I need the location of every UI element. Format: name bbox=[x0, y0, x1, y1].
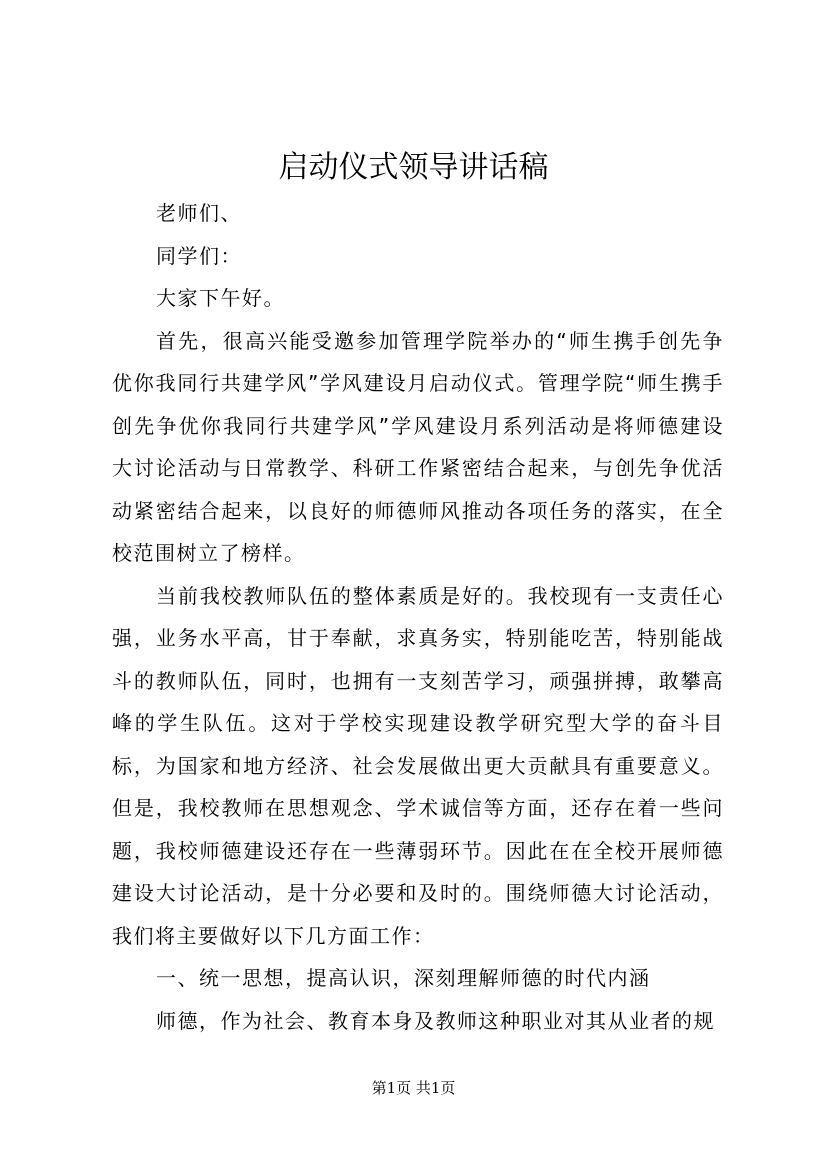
salutation-teachers: 老师们、 bbox=[156, 201, 242, 225]
body-paragraph: 师德，作为社会、教育本身及教师这种职业对其从业者的规 bbox=[156, 1008, 715, 1033]
document-title: 启动仪式领导讲话稿 bbox=[278, 150, 549, 185]
salutation-students: 同学们： bbox=[156, 243, 242, 268]
body-paragraph: 当前我校教师队伍的整体素质是好的。我校现有一支责任心强，业务水平高，甘于奉献，求真务实，特别能吃苦，特别能战斗的教师队伍，同时，也拥有一支刻苦学习，顽强拼搏，敢攀高峰的学生队伍。这对于学校实现建设教学研究型大学的奋斗目标，为国家和地方经济、社会发展做出更大贡献具有重要意义。但是，我校教师在思想观念、学术诚信等方面，还存在着一些问题，我校师德建设还存在一些薄弱环节。因此在在全校开展师德建设大讨论活动，是十分必要和及时的。围绕师德大讨论活动，我们将主要做好以下几方面工作： bbox=[112, 583, 724, 948]
section-heading: 一、统一思想，提高认识，深刻理解师德的时代内涵 bbox=[156, 966, 651, 990]
greeting: 大家下午好。 bbox=[156, 286, 285, 310]
page-footer: 第1页 共1页 bbox=[371, 1079, 456, 1097]
document-body bbox=[112, 192, 724, 1042]
body-paragraph: 首先，很高兴能受邀参加管理学院举办的“师生携手创先争优你我同行共建学风”学风建设月启动仪式。管理学院“师生携手创先争优你我同行共建学风”学风建设月系列活动是将师德建设大讨论活动与日常教学、科研工作紧密结合起来，与创先争优活动紧密结合起来，以良好的师德师风推动各项任务的落实，在全校范围树立了榜样。 bbox=[112, 328, 724, 565]
